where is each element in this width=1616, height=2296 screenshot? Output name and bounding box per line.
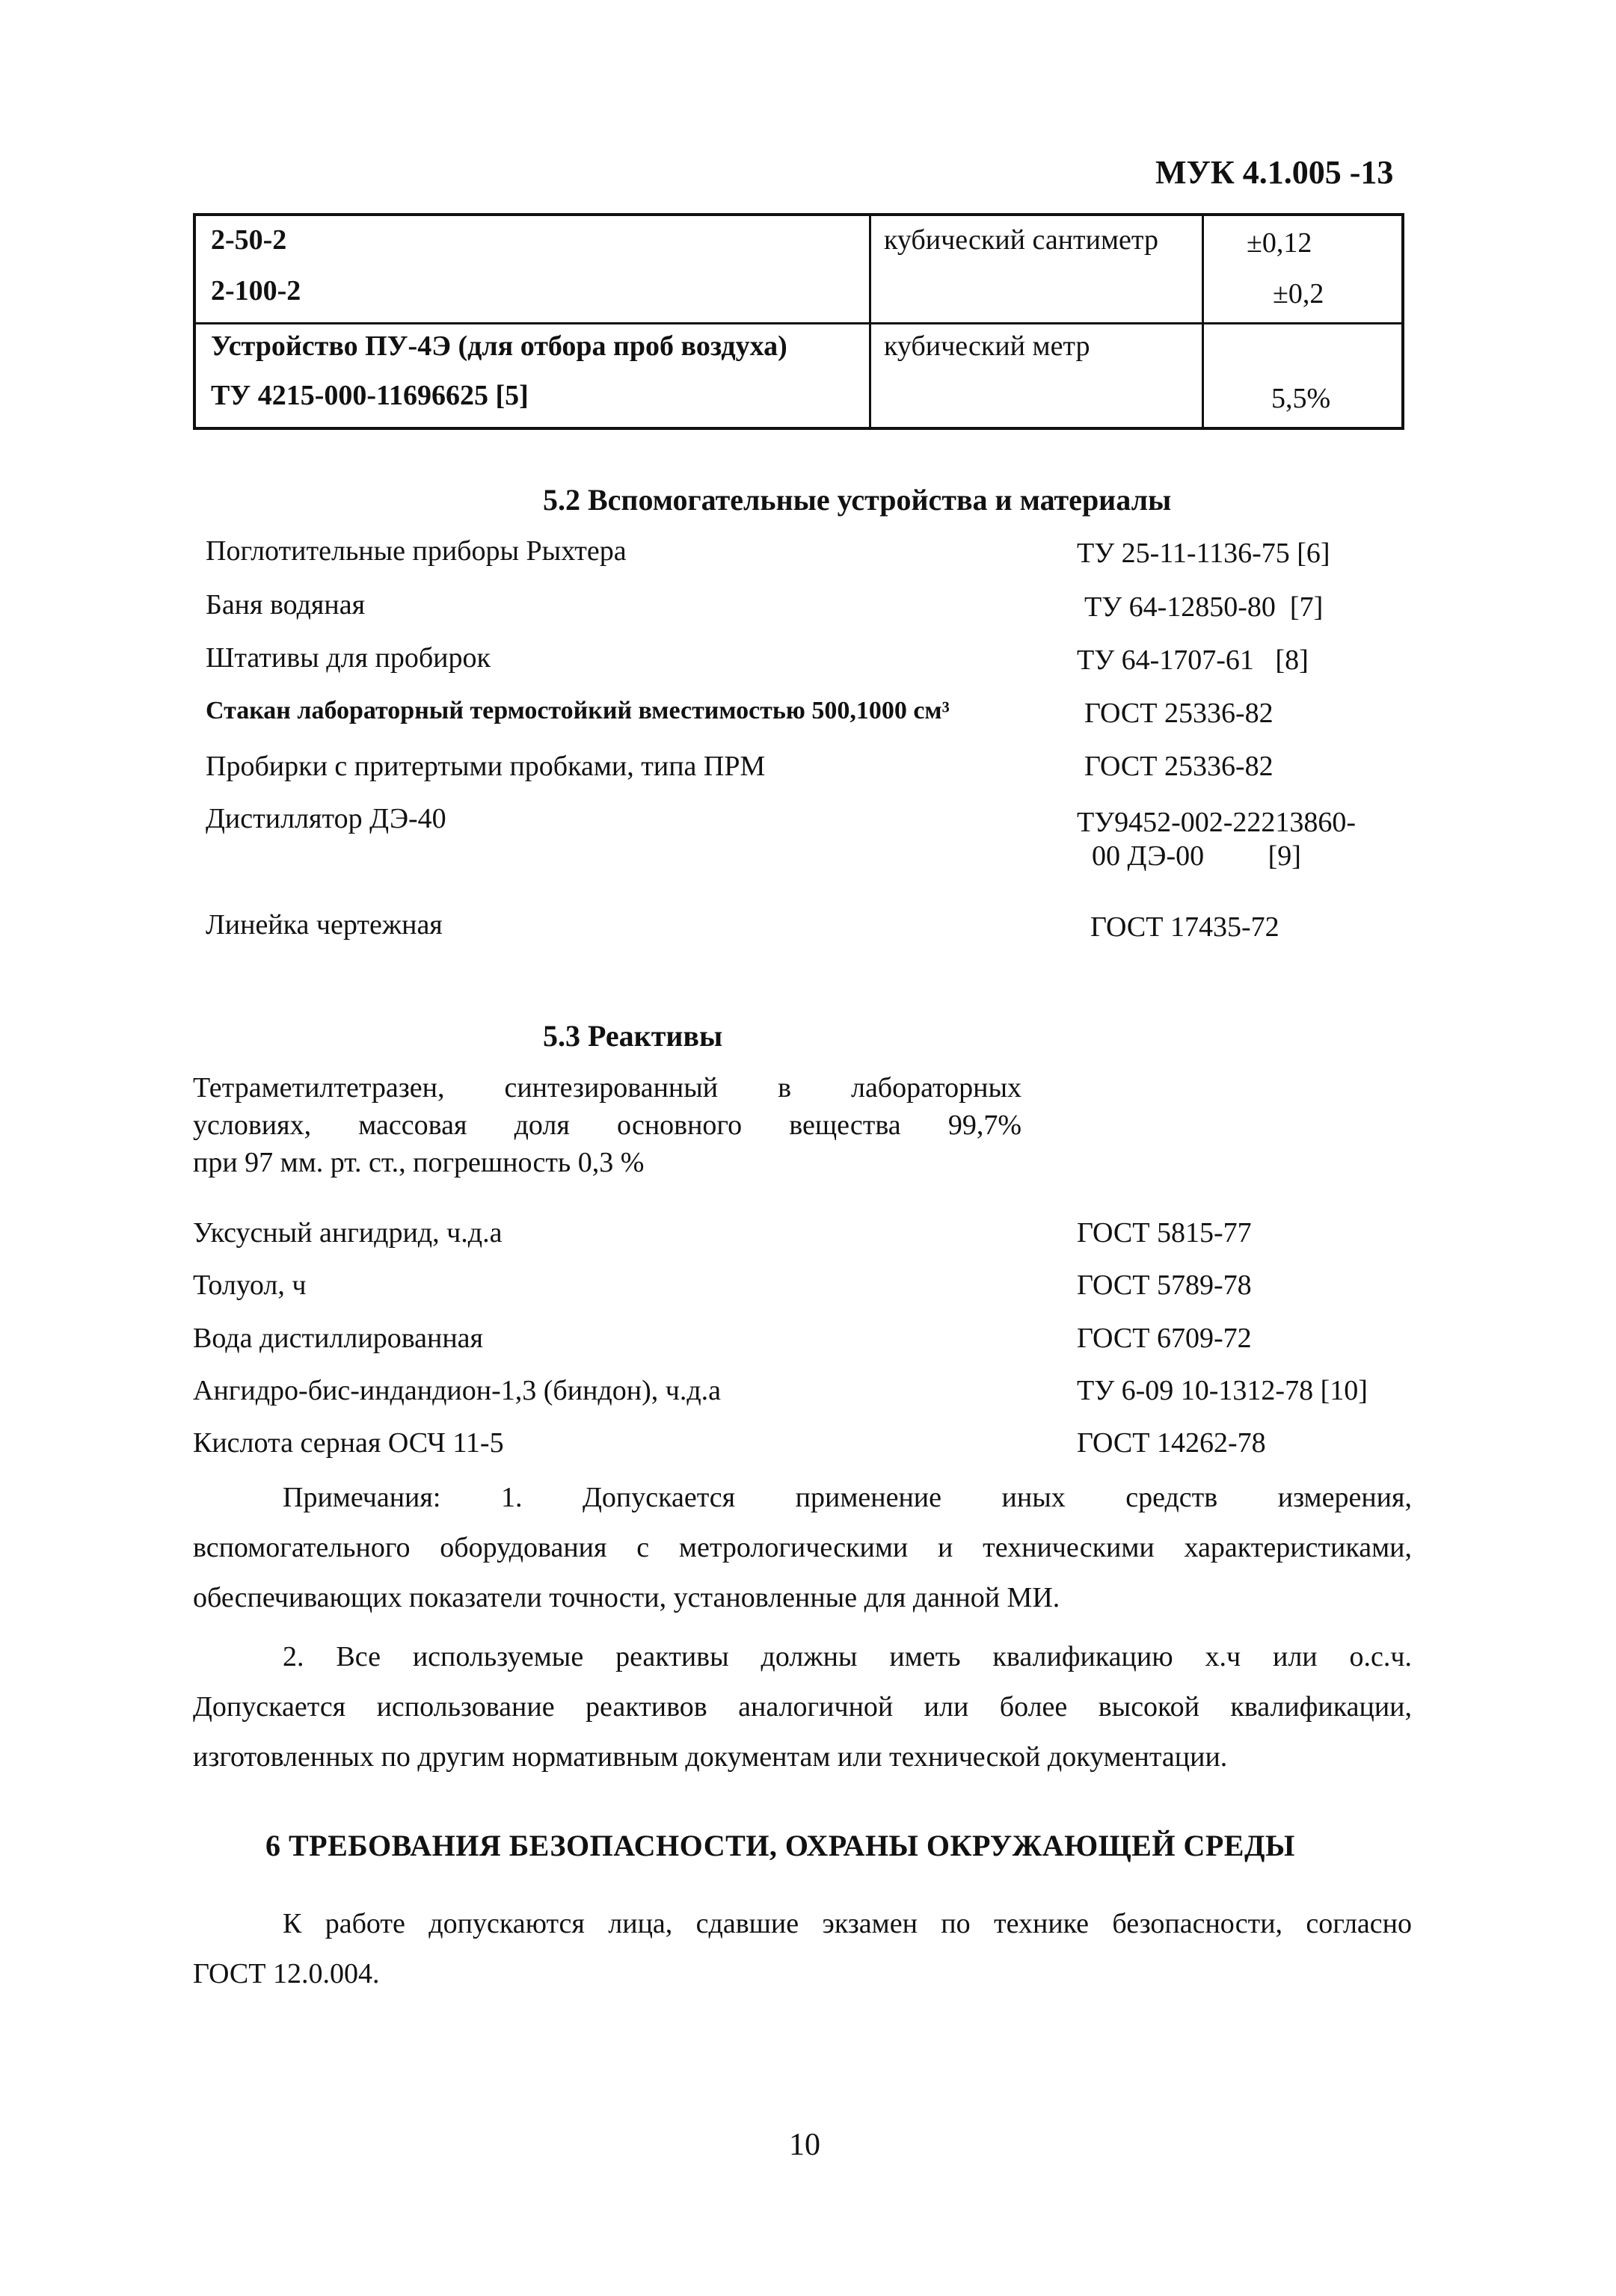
table-row-divider	[196, 322, 1401, 324]
list-item: Баня водяная	[206, 589, 366, 621]
section-5-2-title: 5.2 Вспомогательные устройства и материалы	[543, 483, 1172, 517]
reagent-line: Тетраметилтетразен, синтезированный в лабораторных	[193, 1072, 1021, 1104]
list-item-doc: ГОСТ 5789-78	[1077, 1269, 1252, 1301]
note-line: Примечания: 1. Допускается применение иных средств измерения,	[283, 1482, 1412, 1513]
list-item: Линейка чертежная	[206, 909, 443, 941]
table-cell-name: Устройство ПУ-4Э (для отбора проб воздуха)	[211, 330, 787, 362]
page-number: 10	[789, 2128, 820, 2162]
list-item: Поглотительные приборы Рыхтера	[206, 535, 627, 567]
table-cell-name: 2-100-2	[211, 275, 301, 307]
list-item-doc: ТУ 64-12850-80 [7]	[1084, 591, 1324, 623]
paragraph-line: К работе допускаются лица, сдавшие экзамен по технике безопасности, согласно	[283, 1908, 1412, 1939]
notes-paragraph-1	[193, 1473, 1412, 1623]
reagent-description	[193, 1069, 1021, 1181]
list-item: Ангидро-бис-индандион-1,3 (биндон), ч.д.а	[193, 1375, 722, 1406]
table-cell-accuracy: ±0,12	[1247, 227, 1312, 259]
note-line: изготовленных по другим нормативным документам или технической документации.	[193, 1741, 1228, 1773]
list-item: Стакан лабораторный термостойкий вместимостью 500,1000 см³	[206, 697, 950, 724]
list-item-doc: ТУ9452-002-22213860-	[1077, 807, 1357, 838]
table-cell-unit: кубический сантиметр	[884, 224, 1158, 256]
paragraph-line: ГОСТ 12.0.004.	[193, 1958, 380, 1989]
section-5-3-title: 5.3 Реактивы	[543, 1019, 723, 1053]
section-6-title: 6 ТРЕБОВАНИЯ БЕЗОПАСНОСТИ, ОХРАНЫ ОКРУЖАЮЩЕЙ СРЕДЫ	[265, 1829, 1295, 1862]
list-item-doc: ГОСТ 5815-77	[1077, 1217, 1252, 1249]
table-cell-name: ТУ 4215-000-11696625 [5]	[211, 380, 529, 411]
reagent-line: условиях, массовая доля основного вещества 99,7%	[193, 1109, 1021, 1141]
document-code: МУК 4.1.005 -13	[1155, 154, 1394, 191]
list-item: Кислота серная ОСЧ 11-5	[193, 1427, 504, 1459]
list-item-doc: ГОСТ 25336-82	[1084, 698, 1274, 729]
list-item-doc: ТУ 25-11-1136-75 [6]	[1077, 538, 1330, 569]
table-cell-accuracy: 5,5%	[1271, 383, 1331, 414]
list-item-doc: ГОСТ 14262-78	[1077, 1427, 1266, 1459]
list-item: Пробирки с притертыми пробками, типа ПРМ	[206, 751, 766, 782]
list-item-doc: ТУ 64-1707-61 [8]	[1077, 644, 1309, 676]
notes-paragraph-2	[193, 1632, 1412, 1782]
table-cell-unit: кубический метр	[884, 330, 1090, 362]
note-line: 2. Все используемые реактивы должны иметь квалификацию х.ч или о.с.ч.	[283, 1641, 1412, 1672]
table-divider	[1202, 216, 1204, 427]
table-cell-name: 2-50-2	[211, 224, 287, 256]
reagent-line: при 97 мм. рт. ст., погрешность 0,3 %	[193, 1147, 645, 1178]
note-line: Допускается использование реактивов аналогичной или более высокой квалификации,	[193, 1691, 1412, 1723]
list-item-doc: ГОСТ 25336-82	[1084, 751, 1274, 782]
table-cell-accuracy: ±0,2	[1273, 278, 1324, 310]
section-6-paragraph	[193, 1899, 1412, 1999]
list-item: Дистиллятор ДЭ-40	[206, 803, 446, 834]
list-item-doc: ГОСТ 6709-72	[1077, 1323, 1252, 1354]
list-item-doc-continued: 00 ДЭ-00 [9]	[1092, 840, 1301, 872]
list-item-doc: ТУ 6-09 10-1312-78 [10]	[1077, 1375, 1368, 1406]
equipment-table	[193, 213, 1404, 430]
note-line: обеспечивающих показатели точности, установленные для данной МИ.	[193, 1582, 1060, 1613]
list-item: Толуол, ч	[193, 1269, 307, 1301]
list-item: Вода дистиллированная	[193, 1323, 484, 1354]
list-item: Штативы для пробирок	[206, 642, 491, 674]
note-line: вспомогательного оборудования с метрологическими и техническими характеристиками,	[193, 1532, 1412, 1563]
table-divider	[869, 216, 871, 427]
list-item: Уксусный ангидрид, ч.д.а	[193, 1217, 503, 1249]
list-item-doc: ГОСТ 17435-72	[1090, 911, 1279, 943]
